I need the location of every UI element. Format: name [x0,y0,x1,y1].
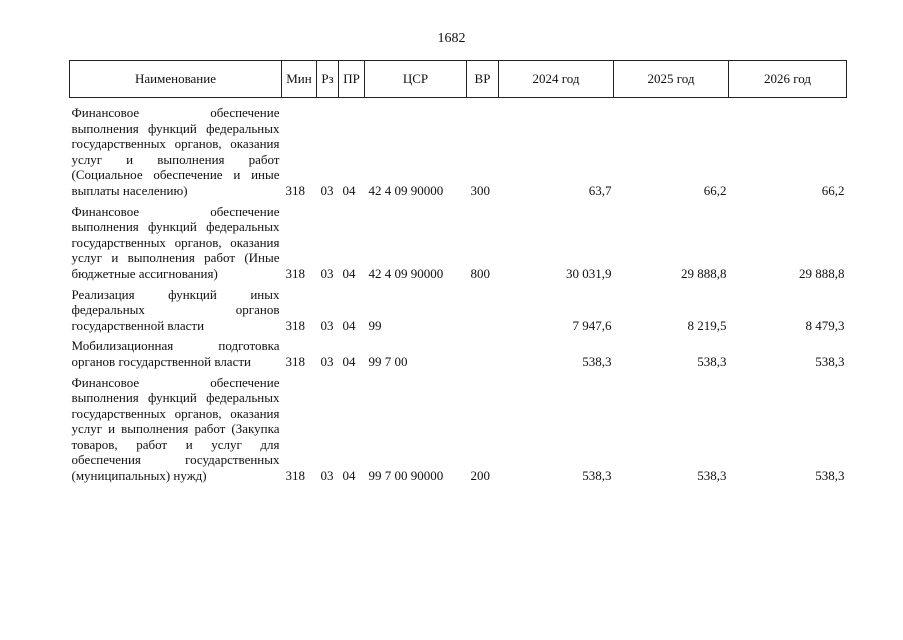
cell-vr: 300 [470,182,490,198]
cell-2024: 7 947,6 [572,317,612,333]
cell-csr: 42 4 09 90000 [368,182,444,198]
cell-pr: 04 [342,317,356,333]
cell-name: Финансовое обеспечение выполнения функций федеральных государственных органов, оказания услуг и выполнения работ (Иные бюджетные ассигнования) [71,203,280,281]
cell-pr: 04 [342,182,356,198]
cell-rz: 03 [320,353,334,369]
table-body [70,98,847,489]
cell-2026: 8 479,3 [805,317,845,333]
cell-rz: 03 [320,317,334,333]
cell-2024: 538,3 [582,353,612,369]
cell-2024: 63,7 [588,182,612,198]
table-row [70,287,847,339]
header-pr: ПР [339,61,365,98]
cell-2025: 538,3 [697,353,727,369]
cell-min: 318 [285,353,305,369]
header-2026: 2026 год [729,61,847,98]
header-name: Наименование [70,61,282,98]
header-rz: Рз [317,61,339,98]
cell-pr: 04 [342,353,356,369]
cell-vr [467,338,499,374]
cell-min: 318 [285,317,305,333]
cell-rz: 03 [320,182,334,198]
cell-csr: 42 4 09 90000 [368,265,444,281]
cell-csr: 99 7 00 [368,353,408,369]
header-2024: 2024 год [499,61,614,98]
cell-2024: 30 031,9 [566,265,612,281]
header-min: Мин [282,61,317,98]
cell-pr: 04 [342,265,356,281]
table-row [70,98,847,204]
cell-2025: 538,3 [697,468,727,484]
cell-min: 318 [285,182,305,198]
cell-min: 318 [285,468,305,484]
cell-2025: 66,2 [703,182,727,198]
cell-2026: 538,3 [815,468,845,484]
cell-rz: 03 [320,468,334,484]
cell-2026: 29 888,8 [799,265,845,281]
cell-2025: 8 219,5 [687,317,727,333]
table-row [70,204,847,287]
header-vr: ВР [467,61,499,98]
cell-2024: 538,3 [582,468,612,484]
cell-2025: 29 888,8 [681,265,727,281]
cell-name: Мобилизационная подготовка органов государственной власти [71,338,280,369]
budget-table [69,60,847,489]
header-2025: 2025 год [614,61,729,98]
table-row [70,375,847,489]
table-header [70,61,847,98]
cell-min: 318 [285,265,305,281]
cell-2026: 66,2 [821,182,845,198]
cell-csr: 99 [368,317,382,333]
cell-vr: 800 [470,265,490,281]
page-number: 1682 [437,31,466,46]
cell-pr: 04 [342,468,356,484]
cell-rz: 03 [320,265,334,281]
cell-2026: 538,3 [815,353,845,369]
cell-name: Финансовое обеспечение выполнения функций федеральных государственных органов, оказания услуг и выполнения работ (Закупка товаров, работ и услуг для обеспечения государственных (муниципальных) нужд) [71,374,280,484]
cell-vr: 200 [470,468,490,484]
cell-vr [467,287,499,339]
cell-name: Реализация функций иных федеральных органов государственной власти [71,286,280,333]
cell-name: Финансовое обеспечение выполнения функций федеральных государственных органов, оказания услуг и выполнения работ (Социальное обеспечение и иные выплаты населению) [71,105,280,198]
cell-csr: 99 7 00 90000 [368,468,444,484]
header-csr: ЦСР [365,61,467,98]
table-row [70,338,847,374]
